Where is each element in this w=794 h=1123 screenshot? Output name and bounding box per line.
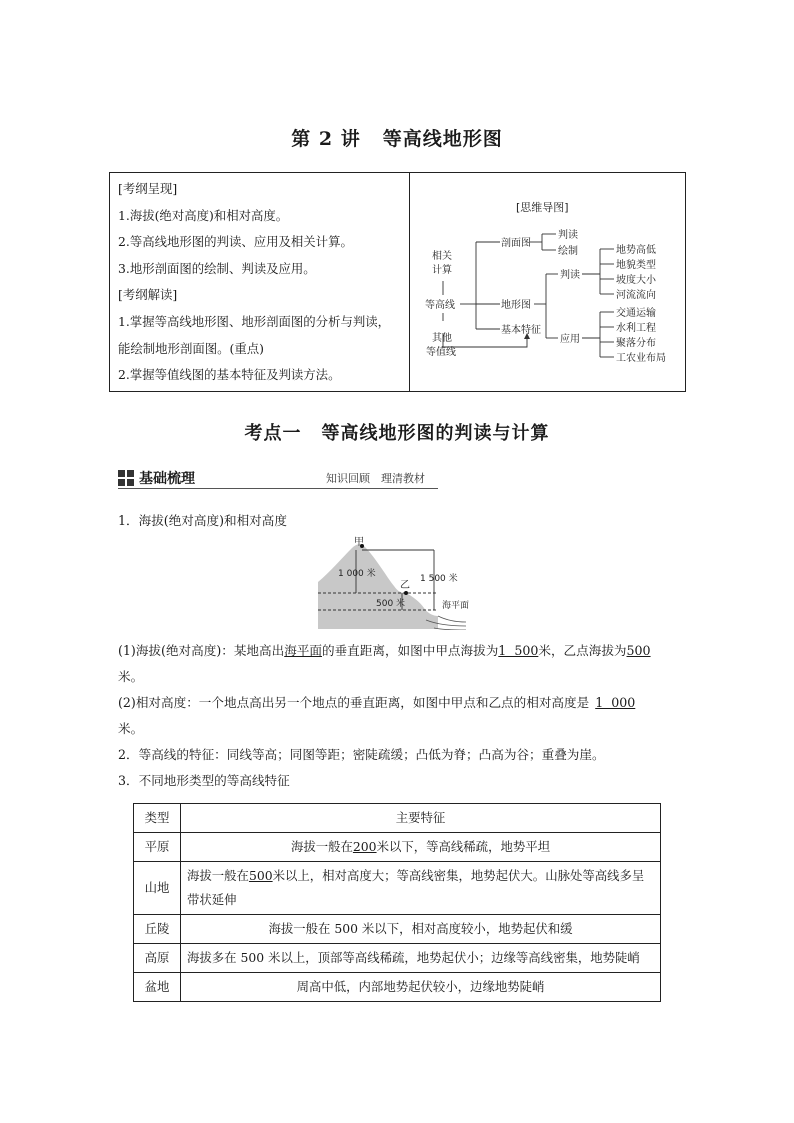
header-cell: 主要特征 bbox=[181, 804, 661, 833]
table-row bbox=[134, 944, 661, 973]
mindmap-node: 其他 bbox=[432, 333, 452, 344]
mindmap-leaf: 交通运输 bbox=[616, 308, 656, 319]
point-marker bbox=[404, 591, 408, 595]
point-label: 乙 bbox=[400, 580, 410, 591]
type-cell: 盆地 bbox=[134, 973, 181, 1002]
mindmap-leaf: 工农业布局 bbox=[616, 353, 666, 364]
mindmap-leaf: 聚落分布 bbox=[616, 338, 656, 349]
altitude-definition: (1)海拔(绝对高度)：某地高出海平面的垂直距离，如图中甲点海拔为1 500米，乙点海拔为500 bbox=[118, 643, 651, 658]
lecture-topic: 等高线地形图 bbox=[382, 128, 503, 150]
syllabus-box bbox=[109, 172, 686, 392]
mindmap-leaf: 水利工程 bbox=[616, 323, 656, 334]
sea-level-label: 海平面 bbox=[442, 601, 470, 611]
bar-underline bbox=[118, 488, 438, 489]
feature-cell: 海拔一般在500米以上，相对高度大；等高线密集，地势起伏大。山脉处等高线多呈带状延伸 bbox=[181, 862, 661, 915]
paragraph bbox=[118, 638, 678, 794]
section-title bbox=[0, 419, 794, 445]
mind-map bbox=[410, 173, 686, 391]
header-cell: 类型 bbox=[134, 804, 181, 833]
bar-label: 基础梳理 bbox=[139, 471, 195, 487]
lecture-number: 第 2 讲 bbox=[291, 128, 361, 150]
syllabus-text bbox=[118, 176, 410, 389]
type-cell: 山地 bbox=[134, 862, 181, 915]
peak-label: 甲 bbox=[354, 537, 364, 548]
syllabus-item: 1.海拔(绝对高度)和相对高度。 bbox=[118, 207, 289, 223]
table-row bbox=[134, 915, 661, 944]
point-1: 1．海拔(绝对高度)和相对高度 bbox=[118, 513, 287, 528]
mindmap-node: 地形图 bbox=[501, 300, 531, 311]
syllabus-item: 2.等高线地形图的判读、应用及相关计算。 bbox=[118, 234, 353, 250]
mindmap-node: 等值线 bbox=[426, 347, 456, 358]
table-header bbox=[134, 804, 661, 833]
mindmap-title: [思维导图] bbox=[516, 201, 569, 214]
altitude-diagram bbox=[316, 536, 478, 630]
paragraph bbox=[118, 508, 678, 534]
interpretation-item: 1.掌握等高线地形图、地形剖面图的分析与判读， bbox=[118, 313, 391, 329]
feature-cell: 海拔一般在 500 米以下，相对高度较小，地势起伏和缓 bbox=[181, 915, 661, 944]
terrain-shape bbox=[318, 544, 438, 629]
type-cell: 丘陵 bbox=[134, 915, 181, 944]
mindmap-node: 绘制 bbox=[558, 246, 578, 257]
mindmap-node: 计算 bbox=[432, 265, 452, 276]
type-cell: 高原 bbox=[134, 944, 181, 973]
point-2: 2．等高线的特征：同线等高；同图等距；密陡疏缓；凸低为脊；凸高为谷；重叠为崖。 bbox=[118, 747, 605, 762]
section-bar bbox=[118, 466, 438, 490]
mindmap-node: 判读 bbox=[560, 270, 580, 281]
feature-cell: 海拔一般在200米以下，等高线稀疏，地势平坦 bbox=[181, 833, 661, 862]
mindmap-leaf: 地貌类型 bbox=[616, 260, 656, 271]
section-topic: 等高线地形图的判读与计算 bbox=[321, 423, 550, 444]
height-label: 1 500 米 bbox=[420, 574, 458, 584]
type-cell: 平原 bbox=[134, 833, 181, 862]
mindmap-leaf: 坡度大小 bbox=[616, 275, 656, 286]
height-label: 1 000 米 bbox=[338, 569, 376, 579]
point-3: 3．不同地形类型的等高线特征 bbox=[118, 773, 290, 788]
relative-end: 米。 bbox=[118, 721, 144, 736]
altitude-end: 米。 bbox=[118, 669, 144, 684]
features-table bbox=[133, 803, 661, 1002]
mindmap-node: 剖面图 bbox=[501, 238, 531, 249]
syllabus-item: 3.地形剖面图的绘制、判读及应用。 bbox=[118, 260, 316, 276]
section-number: 考点一 bbox=[244, 423, 302, 444]
relative-height: (2)相对高度：一个地点高出另一个地点的垂直距离，如图中甲点和乙点的相对高度是 1 000 bbox=[118, 695, 636, 710]
interpretation-heading: [考纲解读] bbox=[118, 287, 178, 303]
feature-cell: 周高中低，内部地势起伏较小，边缘地势陡峭 bbox=[181, 973, 661, 1002]
table-row bbox=[134, 833, 661, 862]
feature-cell: 海拔多在 500 米以上，顶部等高线稀疏，地势起伏小；边缘等高线密集，地势陡峭 bbox=[181, 944, 661, 973]
mindmap-node: 基本特征 bbox=[501, 325, 541, 336]
table-row bbox=[134, 973, 661, 1002]
mindmap-leaf: 地势高低 bbox=[616, 245, 656, 256]
page-title bbox=[0, 124, 794, 151]
mindmap-center: 等高线 bbox=[425, 300, 455, 311]
mindmap-leaf: 河流流向 bbox=[616, 290, 656, 301]
bar-subtitle: 知识回顾 理清教材 bbox=[326, 472, 425, 485]
syllabus-heading: [考纲呈现] bbox=[118, 181, 178, 196]
mindmap-node: 应用 bbox=[560, 334, 580, 345]
table-row bbox=[134, 862, 661, 915]
mindmap-node: 相关 bbox=[432, 251, 452, 262]
interpretation-item: 2.掌握等值线图的基本特征及判读方法。 bbox=[118, 367, 341, 383]
interpretation-item: 能绘制地形剖面图。(重点) bbox=[118, 340, 264, 356]
height-label: 500 米 bbox=[376, 599, 406, 609]
mindmap-node: 判读 bbox=[558, 230, 578, 241]
square-icon bbox=[118, 470, 134, 486]
